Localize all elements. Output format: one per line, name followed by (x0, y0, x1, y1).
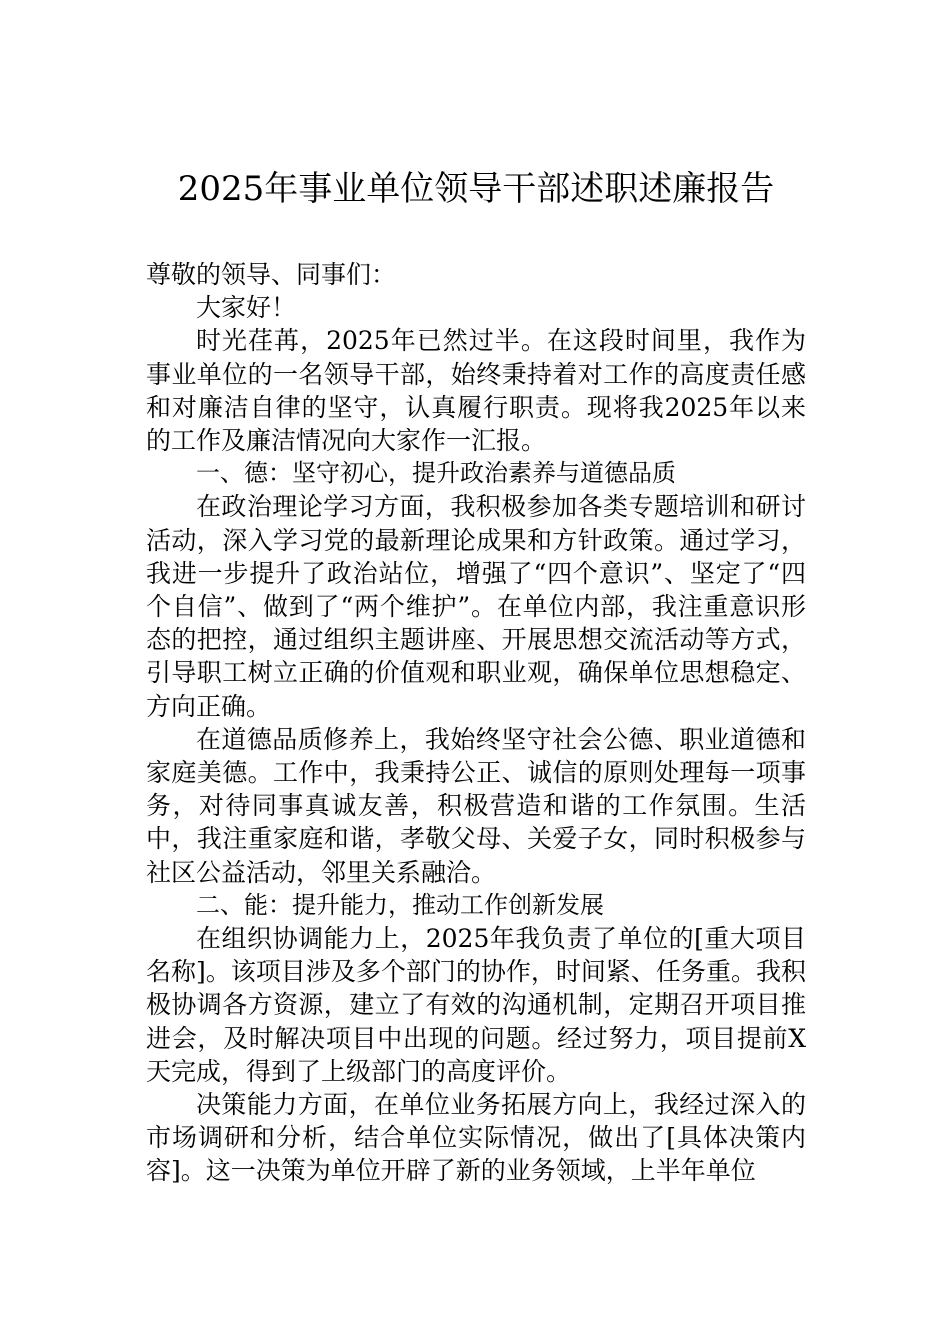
paragraph-coordination: 在组织协调能力上，2025年我负责了单位的[重大项目名称]。该项目涉及多个部门的协作，时间紧、任务重。我积极协调各方资源，建立了有效的沟通机制，定期召开项目推进会，及时解决项目中出现的问题。经过努力，项目提前X天完成，得到了上级部门的高度评价。 (146, 924, 806, 1086)
section-heading-virtue: 一、德：坚守初心，提升政治素养与道德品质 (196, 459, 676, 488)
salutation: 尊敬的领导、同事们： (146, 260, 397, 289)
greeting: 大家好！ (196, 293, 297, 323)
paragraph-moral-quality: 在道德品质修养上，我始终坚守社会公德、职业道德和家庭美德。工作中，我秉持公正、诚信的原则处理每一项事务，对待同事真诚友善，积极营造和谐的工作氛围。生活中，我注重家庭和谐，孝敬父母、关爱子女，同时积极参与社区公益活动，邻里关系融洽。 (146, 724, 806, 887)
paragraph-political-study: 在政治理论学习方面，我积极参加各类专题培训和研讨活动，深入学习党的最新理论成果和方针政策。通过学习，我进一步提升了政治站位，增强了“四个意识”、坚定了“四个自信”、做到了“两个维护”。在单位内部，我注重意识形态的把控，通过组织主题讲座、开展思想交流活动等方式，引导职工树立正确的价值观和职业观，确保单位思想稳定、方向正确。 (146, 492, 806, 721)
paragraph-intro: 时光荏苒，2025年已然过半。在这段时间里，我作为事业单位的一名领导干部，始终秉持着对工作的高度责任感和对廉洁自律的坚守，认真履行职责。现将我2025年以来的工作及廉洁情况向大家作一汇报。 (146, 326, 806, 456)
document-title: 2025年事业单位领导干部述职述廉报告 (177, 169, 775, 209)
section-heading-ability: 二、能：提升能力，推动工作创新发展 (196, 890, 604, 919)
paragraph-decision: 决策能力方面，在单位业务拓展方向上，我经过深入的市场调研和分析，结合单位实际情况，做出了[具体决策内容]。这一决策为单位开辟了新的业务领域，上半年单位 (146, 1090, 806, 1186)
document-body (146, 258, 806, 1188)
